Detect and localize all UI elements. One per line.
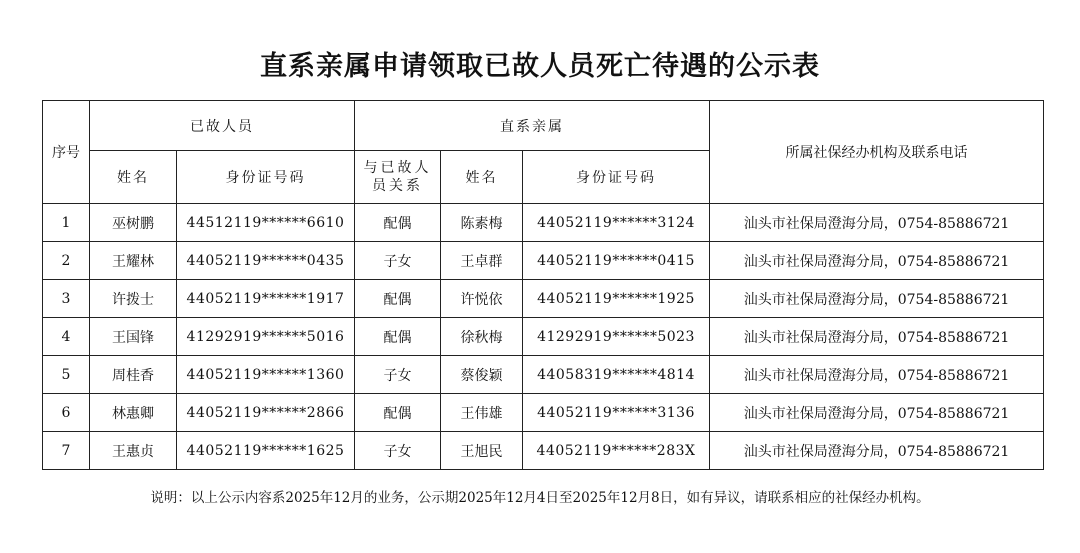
cell-relationship: 配偶 xyxy=(355,204,441,242)
table-row xyxy=(43,432,1044,470)
cell-deceased-id: 44052119******0435 xyxy=(177,242,355,280)
notice-table xyxy=(42,100,1044,470)
cell-relative-id: 44052119******3124 xyxy=(523,204,710,242)
cell-relative-id: 44052119******3136 xyxy=(523,394,710,432)
cell-relative-id: 44052119******1925 xyxy=(523,280,710,318)
cell-deceased-id: 44512119******6610 xyxy=(177,204,355,242)
footer-note: 说明：以上公示内容系2025年12月的业务，公示期2025年12月4日至2025年12月8日，如有异议，请联系相应的社保经办机构。 xyxy=(150,490,930,506)
cell-relationship: 子女 xyxy=(355,242,441,280)
cell-relative-id: 44058319******4814 xyxy=(523,356,710,394)
cell-deceased-name: 王惠贞 xyxy=(90,432,177,470)
cell-agency: 汕头市社保局澄海分局，0754-85886721 xyxy=(710,242,1044,280)
cell-agency: 汕头市社保局澄海分局，0754-85886721 xyxy=(710,280,1044,318)
cell-seq: 7 xyxy=(43,432,90,470)
header-relative-name: 姓名 xyxy=(441,151,523,204)
cell-deceased-id: 41292919******5016 xyxy=(177,318,355,356)
document-title: 直系亲属申请领取已故人员死亡待遇的公示表 xyxy=(260,51,820,82)
cell-relationship: 配偶 xyxy=(355,394,441,432)
cell-seq: 1 xyxy=(43,204,90,242)
cell-deceased-id: 44052119******2866 xyxy=(177,394,355,432)
cell-agency: 汕头市社保局澄海分局，0754-85886721 xyxy=(710,204,1044,242)
cell-seq: 3 xyxy=(43,280,90,318)
cell-seq: 2 xyxy=(43,242,90,280)
cell-seq: 6 xyxy=(43,394,90,432)
cell-agency: 汕头市社保局澄海分局，0754-85886721 xyxy=(710,432,1044,470)
cell-relationship: 子女 xyxy=(355,432,441,470)
cell-seq: 4 xyxy=(43,318,90,356)
cell-agency: 汕头市社保局澄海分局，0754-85886721 xyxy=(710,318,1044,356)
header-agency-contact: 所属社保经办机构及联系电话 xyxy=(710,101,1044,204)
table-row xyxy=(43,204,1044,242)
cell-deceased-id: 44052119******1625 xyxy=(177,432,355,470)
cell-relationship: 子女 xyxy=(355,356,441,394)
table-row xyxy=(43,318,1044,356)
cell-relative-name: 王伟雄 xyxy=(441,394,523,432)
cell-deceased-name: 林惠卿 xyxy=(90,394,177,432)
cell-relative-name: 王卓群 xyxy=(441,242,523,280)
cell-deceased-name: 王国锋 xyxy=(90,318,177,356)
table-row xyxy=(43,394,1044,432)
cell-relationship: 配偶 xyxy=(355,280,441,318)
cell-relative-name: 陈素梅 xyxy=(441,204,523,242)
header-relative-group: 直系亲属 xyxy=(355,101,710,151)
cell-agency: 汕头市社保局澄海分局，0754-85886721 xyxy=(710,394,1044,432)
header-deceased-group: 已故人员 xyxy=(90,101,355,151)
table-row xyxy=(43,280,1044,318)
table-row xyxy=(43,242,1044,280)
cell-deceased-name: 巫树鹏 xyxy=(90,204,177,242)
cell-relative-name: 王旭民 xyxy=(441,432,523,470)
cell-relative-id: 44052119******0415 xyxy=(523,242,710,280)
cell-deceased-id: 44052119******1360 xyxy=(177,356,355,394)
cell-deceased-name: 周桂香 xyxy=(90,356,177,394)
cell-deceased-name: 许拨士 xyxy=(90,280,177,318)
cell-relative-name: 许悦依 xyxy=(441,280,523,318)
cell-seq: 5 xyxy=(43,356,90,394)
cell-relative-id: 44052119******283X xyxy=(523,432,710,470)
cell-relative-id: 41292919******5023 xyxy=(523,318,710,356)
cell-relative-name: 徐秋梅 xyxy=(441,318,523,356)
header-seq: 序号 xyxy=(43,101,90,204)
table-row xyxy=(43,356,1044,394)
header-deceased-name: 姓名 xyxy=(90,151,177,204)
cell-relative-name: 蔡俊颖 xyxy=(441,356,523,394)
header-row-top xyxy=(43,101,1044,151)
cell-deceased-name: 王耀林 xyxy=(90,242,177,280)
header-relationship: 与已故人员关系 xyxy=(355,151,441,204)
cell-deceased-id: 44052119******1917 xyxy=(177,280,355,318)
cell-relationship: 配偶 xyxy=(355,318,441,356)
header-relative-id: 身份证号码 xyxy=(523,151,710,204)
header-deceased-id: 身份证号码 xyxy=(177,151,355,204)
cell-agency: 汕头市社保局澄海分局，0754-85886721 xyxy=(710,356,1044,394)
